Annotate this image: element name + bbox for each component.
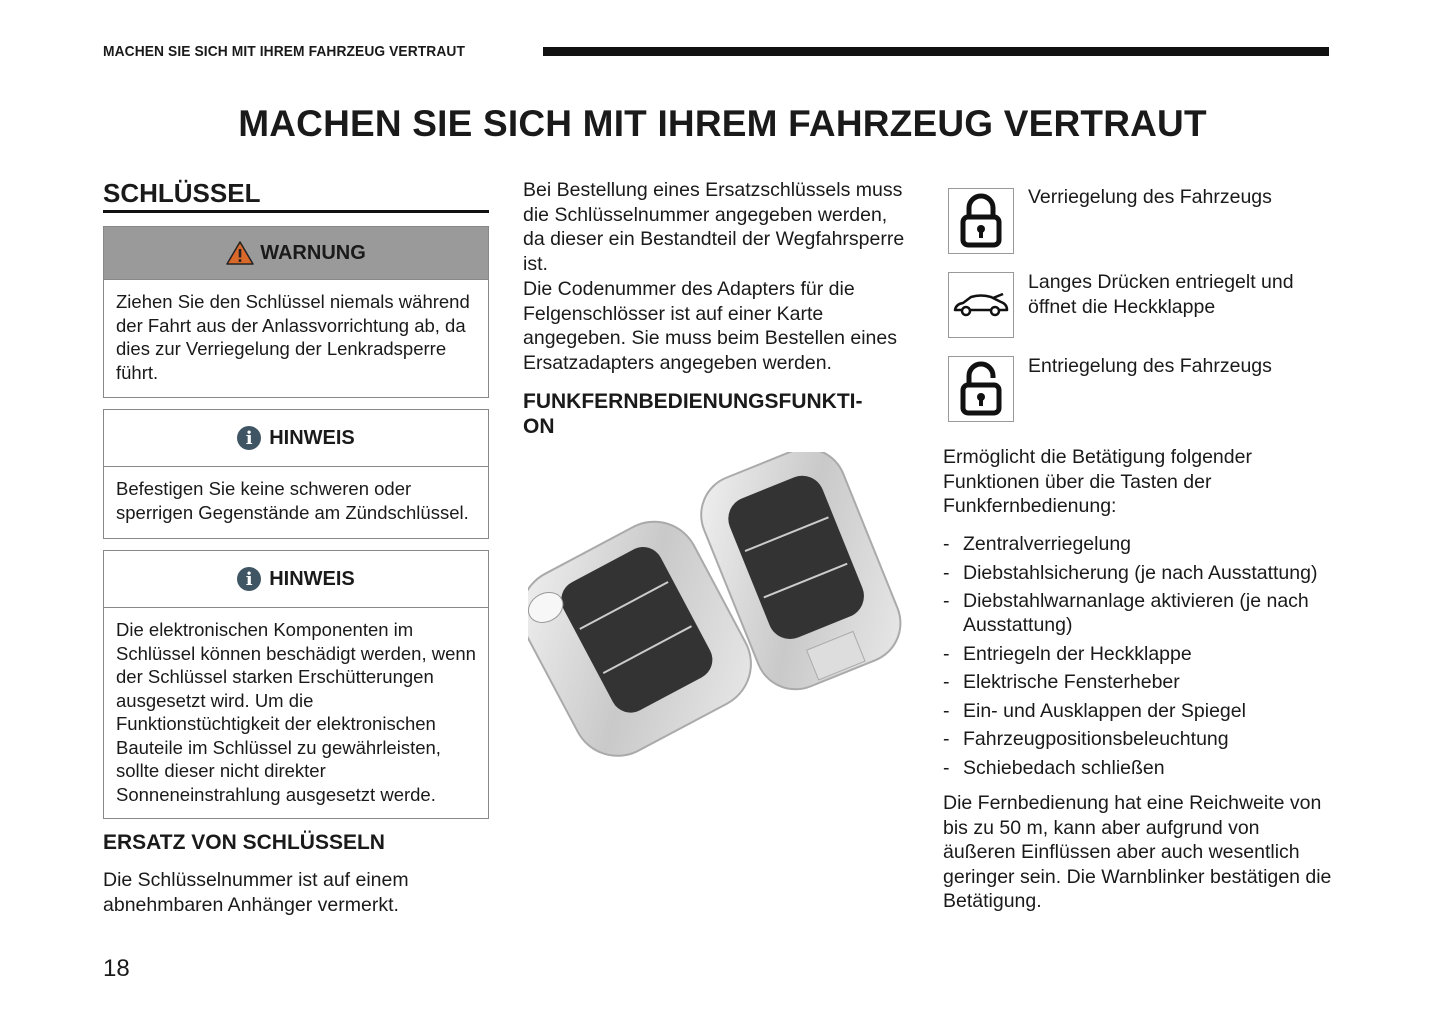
info-icon: i xyxy=(237,426,261,450)
lock-button-icon-box xyxy=(948,188,1014,254)
note-text-2: Die elektronischen Komponenten im Schlüssel können beschädigt werden, wenn der Schlüssel starken Erschütterungen ausgesetzt wird. Um die Funktionstüchtigkeit der elektronischen Bauteile im Schlüssel zu gewährleisten, sollte dieser nicht direkter Sonneneinstrahlung ausgesetzt werde. xyxy=(116,619,476,805)
list-item: - Diebstahlsicherung (je nach Ausstattung) xyxy=(943,561,1335,585)
note-text-1: Befestigen Sie keine schweren oder sperrigen Gegenstände am Zündschlüssel. xyxy=(116,478,469,523)
list-item: - Fahrzeugpositionsbeleuchtung xyxy=(943,727,1335,751)
tailgate-button-icon-box xyxy=(948,272,1014,338)
page-number: 18 xyxy=(103,955,130,982)
lock-button-text: Verriegelung des Fahrzeugs xyxy=(1028,186,1272,208)
lock-open-icon xyxy=(959,361,1003,417)
unlock-button-icon-box xyxy=(948,356,1014,422)
header-rule xyxy=(543,47,1329,56)
warning-label: WARNUNG xyxy=(260,241,366,264)
info-icon: i xyxy=(237,567,261,591)
note-label-1: HINWEIS xyxy=(269,426,355,449)
page-title: MACHEN SIE SICH MIT IHREM FAHRZEUG VERTRAUT xyxy=(238,103,1207,144)
list-item: - Ein- und Ausklappen der Spiegel xyxy=(943,699,1335,723)
range-paragraph: Die Fernbedienung hat eine Reichweite von bis zu 50 m, kann aber aufgrund von äußeren Einflüssen aber auch wesentlich geringer sein. Die Warnblinker bestätigen die Betätigung. xyxy=(943,792,1332,913)
note-box-2 xyxy=(103,550,489,819)
ordering-paragraph: Bei Bestellung eines Ersatzschlüssels muss die Schlüsselnummer angegeben werden, da dieser ein Bestandteil der Wegfahrsperre ist. xyxy=(523,179,905,275)
replacement-text: Die Schlüsselnummer ist auf einem abnehmbaren Anhänger vermerkt. xyxy=(103,869,409,916)
key-fob-illustration xyxy=(528,452,908,757)
remote-function-title: FUNKFERNBEDIENUNGSFUNKTI- ON xyxy=(523,390,863,438)
adapter-paragraph: Die Codenummer des Adapters für die Felgenschlösser ist auf einer Karte angegeben. Sie muss beim Bestellen eines Ersatzadapters angegeben werden. xyxy=(523,278,897,374)
note-box-1 xyxy=(103,409,489,539)
list-item: - Entriegeln der Heckklappe xyxy=(943,642,1335,666)
warning-header xyxy=(104,227,488,280)
functions-intro: Ermöglicht die Betätigung folgender Funktionen über die Tasten der Funkfernbedienung: xyxy=(943,446,1252,518)
warning-triangle-icon xyxy=(226,241,254,265)
car-tailgate-icon xyxy=(953,293,1009,317)
unlock-button-text: Entriegelung des Fahrzeugs xyxy=(1028,355,1272,377)
list-item: - Elektrische Fensterheber xyxy=(943,670,1335,694)
section-title-keys: SCHLÜSSEL xyxy=(103,178,261,208)
tailgate-button-text: Langes Drücken entriegelt und öffnet die Heckklappe xyxy=(1028,271,1294,318)
section-rule xyxy=(103,210,489,213)
note-header-2 xyxy=(104,551,488,608)
list-item: - Diebstahlwarnanlage aktivieren (je nach Ausstattung) xyxy=(943,589,1335,637)
note-label-2: HINWEIS xyxy=(269,567,355,590)
running-header: MACHEN SIE SICH MIT IHREM FAHRZEUG VERTRAUT xyxy=(103,43,466,60)
list-item: - Schiebedach schließen xyxy=(943,756,1335,780)
warning-box xyxy=(103,226,489,398)
lock-closed-icon xyxy=(959,193,1003,249)
warning-text: Ziehen Sie den Schlüssel niemals während der Fahrt aus der Anlassvorrichtung ab, da dies zur Verriegelung der Lenkradsperre führt. xyxy=(116,291,470,383)
functions-list xyxy=(943,532,1335,784)
note-header-1 xyxy=(104,410,488,467)
list-item: - Zentralverriegelung xyxy=(943,532,1335,556)
replacement-title: ERSATZ VON SCHLÜSSELN xyxy=(103,831,385,854)
